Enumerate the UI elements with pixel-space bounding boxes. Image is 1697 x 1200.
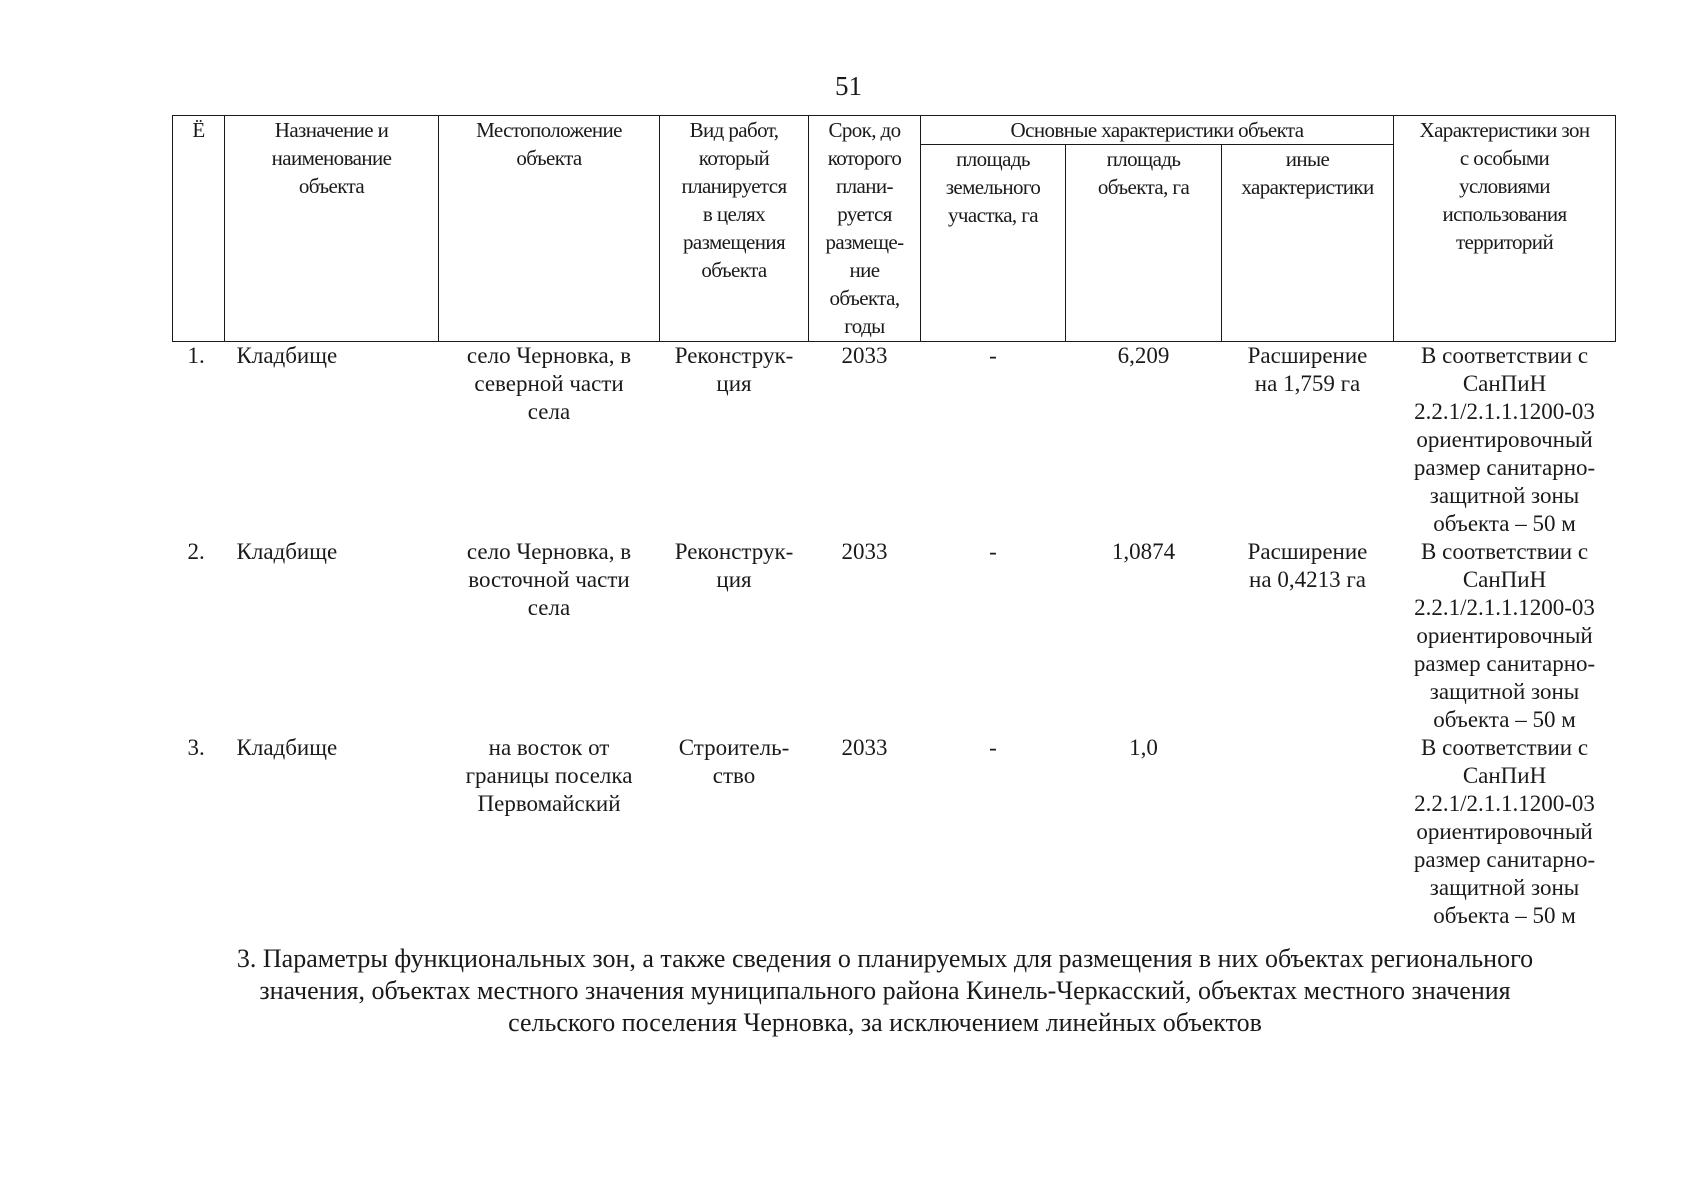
row-number: 3. bbox=[187, 735, 205, 760]
row-location: на восток от границы поселка Первомайский bbox=[465, 735, 633, 816]
header-other-characteristics: иные характеристики bbox=[1222, 145, 1394, 342]
header-object-area: площадь объекта, га bbox=[1066, 145, 1222, 342]
row-object-area: 1,0874 bbox=[1111, 539, 1176, 564]
row-other-characteristics: Расширение на 0,4213 га bbox=[1247, 539, 1368, 592]
row-object-area: 1,0 bbox=[1129, 735, 1158, 760]
row-deadline: 2033 bbox=[841, 343, 888, 368]
row-work-type: Строитель- ство bbox=[678, 735, 790, 788]
row-location: село Черновка, в северной части села bbox=[466, 343, 632, 424]
table-row bbox=[173, 538, 1616, 734]
row-object-area: 6,209 bbox=[1117, 343, 1170, 368]
header-number: Ё bbox=[173, 116, 225, 342]
row-object-name: Кладбище bbox=[236, 343, 338, 368]
row-object-name: Кладбище bbox=[236, 539, 338, 564]
row-deadline: 2033 bbox=[841, 735, 888, 760]
header-zones: Характеристики зон с особыми условиями использования территорий bbox=[1394, 116, 1616, 342]
row-zone-characteristics: В соответствии с СанПиН 2.2.1/2.1.1.1200-03 ориентировочный размер санитарно- защитной зоны объекта – 50 м bbox=[1413, 343, 1596, 536]
header-main-characteristics: Основные характеристики объекта bbox=[921, 116, 1394, 145]
section-heading: 3. Параметры функциональных зон, а также сведения о планируемых для размещения в них объектах регионального значения, объектах местного значения муниципального района Кинель-Черкасский, объектах местного значения сельского поселения Черновка, за исключением линейных объектов bbox=[236, 944, 1534, 1037]
table-row bbox=[173, 734, 1616, 930]
header-land-area: площадь земельного участка, га bbox=[921, 145, 1066, 342]
row-other-characteristics bbox=[1222, 734, 1394, 930]
row-land-area: - bbox=[989, 343, 997, 368]
header-deadline: Срок, до которого плани- руется размеще- ние объекта, годы bbox=[809, 116, 921, 342]
page-number: 51 bbox=[835, 71, 862, 101]
table-body bbox=[173, 342, 1616, 931]
row-other-characteristics: Расширение на 1,759 га bbox=[1247, 343, 1368, 396]
row-work-type: Реконструк- ция bbox=[674, 539, 794, 592]
row-land-area: - bbox=[989, 539, 997, 564]
row-object-name: Кладбище bbox=[236, 735, 338, 760]
header-location: Местоположение объекта bbox=[439, 116, 660, 342]
row-zone-characteristics: В соответствии с СанПиН 2.2.1/2.1.1.1200-03 ориентировочный размер санитарно- защитной зоны объекта – 50 м bbox=[1413, 735, 1596, 928]
header-name: Назначение и наименование объекта bbox=[225, 116, 439, 342]
row-deadline: 2033 bbox=[841, 539, 888, 564]
row-number: 2. bbox=[187, 539, 205, 564]
row-work-type: Реконструк- ция bbox=[674, 343, 794, 396]
row-number: 1. bbox=[187, 343, 205, 368]
table-row bbox=[173, 342, 1616, 539]
planned-objects-table bbox=[172, 115, 1616, 930]
row-location: село Черновка, в восточной части села bbox=[466, 539, 632, 620]
header-work-type: Вид работ, который планируется в целях размещения объекта bbox=[660, 116, 809, 342]
row-zone-characteristics: В соответствии с СанПиН 2.2.1/2.1.1.1200-03 ориентировочный размер санитарно- защитной зоны объекта – 50 м bbox=[1413, 539, 1596, 732]
row-land-area: - bbox=[989, 735, 997, 760]
